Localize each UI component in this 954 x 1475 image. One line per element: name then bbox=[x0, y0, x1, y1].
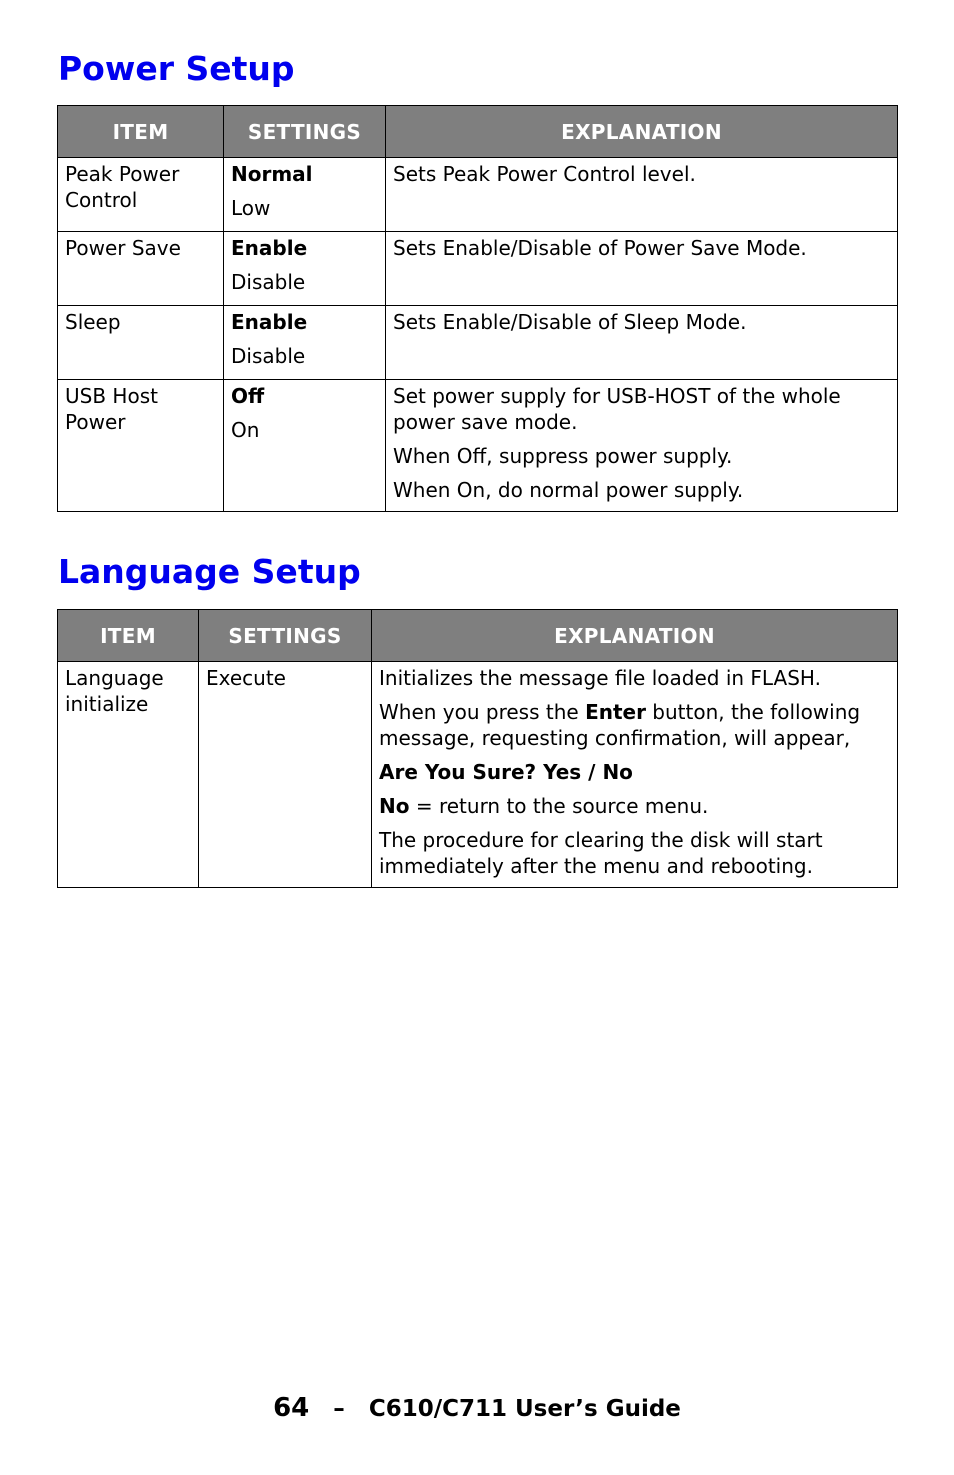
column-header-settings: SETTINGS bbox=[224, 106, 386, 158]
text-run: button, the following message, requesting confirmation, will appear, bbox=[379, 700, 861, 750]
settings-cell bbox=[224, 380, 386, 512]
explanation-cell bbox=[386, 380, 898, 512]
item-cell: USB Host Power bbox=[58, 380, 224, 512]
language-setup-table bbox=[57, 609, 898, 888]
settings-cell bbox=[224, 232, 386, 306]
enter-keyword: Enter bbox=[585, 700, 646, 724]
explanation-cell bbox=[372, 662, 898, 888]
item-cell: Language initialize bbox=[58, 662, 199, 888]
column-header-explanation: EXPLANATION bbox=[386, 106, 898, 158]
setting-default: Enable bbox=[231, 310, 308, 334]
table-header-row bbox=[58, 610, 898, 662]
item-cell: Sleep bbox=[58, 306, 224, 380]
setting-default: Normal bbox=[231, 162, 313, 186]
explanation-cell bbox=[386, 158, 898, 232]
column-header-settings: SETTINGS bbox=[199, 610, 372, 662]
explanation-text: Set power supply for USB-HOST of the whole power save mode. bbox=[393, 384, 841, 434]
explanation-text: The procedure for clearing the disk will start immediately after the menu and rebooting. bbox=[379, 828, 823, 878]
explanation-text: Sets Enable/Disable of Sleep Mode. bbox=[393, 310, 747, 334]
page-number: 64 bbox=[273, 1393, 310, 1423]
table-row bbox=[58, 232, 898, 306]
setting-option: Disable bbox=[231, 270, 306, 294]
explanation-text: When On, do normal power supply. bbox=[393, 478, 744, 502]
table-row bbox=[58, 662, 898, 888]
explanation-cell bbox=[386, 306, 898, 380]
no-keyword: No bbox=[379, 794, 410, 818]
explanation-text: Initializes the message file loaded in FLASH. bbox=[379, 666, 821, 690]
footer-separator: – bbox=[333, 1396, 345, 1422]
column-header-explanation: EXPLANATION bbox=[372, 610, 898, 662]
setting-option: Disable bbox=[231, 344, 306, 368]
item-cell: Power Save bbox=[58, 232, 224, 306]
explanation-text bbox=[379, 793, 890, 819]
confirmation-message: Are You Sure? Yes / No bbox=[379, 760, 633, 784]
table-row bbox=[58, 306, 898, 380]
explanation-text bbox=[379, 699, 890, 751]
column-header-item: ITEM bbox=[58, 610, 199, 662]
settings-cell bbox=[224, 158, 386, 232]
text-run: = return to the source menu. bbox=[409, 794, 709, 818]
page-footer bbox=[0, 1393, 954, 1423]
table-row bbox=[58, 158, 898, 232]
text-run: When you press the bbox=[379, 700, 586, 724]
guide-title: C610/C711 User’s Guide bbox=[368, 1396, 681, 1422]
settings-cell: Execute bbox=[199, 662, 372, 888]
power-setup-table bbox=[57, 105, 898, 512]
setting-default: Enable bbox=[231, 236, 308, 260]
explanation-text: When Off, suppress power supply. bbox=[393, 444, 733, 468]
table-header-row bbox=[58, 106, 898, 158]
setting-option: Low bbox=[231, 196, 271, 220]
table-row bbox=[58, 380, 898, 512]
explanation-text: Sets Peak Power Control level. bbox=[393, 162, 696, 186]
setting-default: Off bbox=[231, 384, 265, 408]
setting-option: On bbox=[231, 418, 260, 442]
item-cell: Peak Power Control bbox=[58, 158, 224, 232]
column-header-item: ITEM bbox=[58, 106, 224, 158]
explanation-text: Sets Enable/Disable of Power Save Mode. bbox=[393, 236, 807, 260]
settings-cell bbox=[224, 306, 386, 380]
explanation-cell bbox=[386, 232, 898, 306]
section-title-power-setup: Power Setup bbox=[58, 49, 295, 88]
section-title-language-setup: Language Setup bbox=[58, 552, 361, 591]
